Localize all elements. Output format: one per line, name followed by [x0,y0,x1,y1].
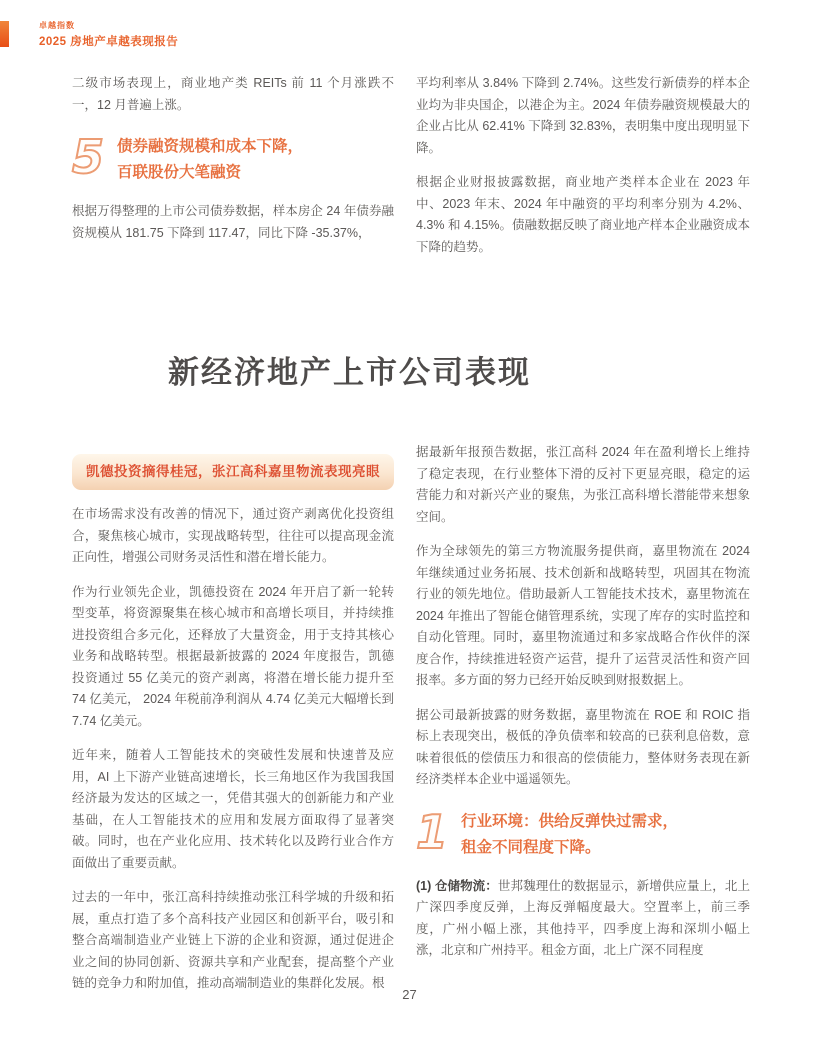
warehouse-logistics-label: (1) 仓储物流： [416,878,498,893]
point-1-heading [416,804,750,861]
paragraph-disclosure-data: 根据企业财报披露数据，商业地产类样本企业在 2023 年中、2023 年末、2024 年中融资的平均利率分别为 4.2%、4.3% 和 4.15%。债融数据反映了商业地产样本企业融资成本下降的趋势。 [416,175,750,254]
paragraph-bond-data: 根据万得整理的上市公司债券数据，样本房企 24 年债券融资规模从 181.75 下降到 117.47，同比下降 -35.37%， [72,204,394,240]
page-number: 27 [402,987,417,1002]
paragraph-ai-growth: 近年来，随着人工智能技术的突破性发展和快速普及应用，AI 上下游产业链高速增长，长三角地区作为我国我国经济最为发达的区域之一，凭借其强大的创新能力和产业基础，在人工智能技术的应用和发展方面取得了显著突破。同时，也在产业化应用、技术转化以及跨行业合作方面做出了重要贡献。 [72,748,394,870]
new-economy-section-columns [72,440,750,1008]
page-header [39,20,178,49]
brand-title: 2025 房地产卓越表现报告 [39,36,179,48]
point-5-numeral: 5 [72,130,105,184]
highlight-banner: 凯德投资摘得桂冠，张江高科嘉里物流表现亮眼 [72,454,394,490]
paragraph-zhangjiang-city: 过去的一年中，张江高科持续推动张江科学城的升级和拓展，重点打造了多个高科技产业园区和创新平台，吸引和整合高端制造业产业链上下游的企业和资源，通过促进企业之间的协同创新、资源共享和产业配套，提高整个产业链的竞争力和附加值，推动高端制造业的集群化发展。根 [72,890,394,990]
point-5-title-line2: 百联股份大笔融资 [117,164,242,181]
commercial-section-columns [72,73,750,271]
section-title-new-economy: 新经济地产上市公司表现 [168,355,531,390]
commercial-left-column [72,73,394,271]
paragraph-kerry-finance: 据公司最新披露的财务数据，嘉里物流在 ROE 和 ROIC 指标上表现突出，极低的净负债率和较高的已获利息倍数，意味着很低的偿债压力和很高的偿债能力，整体财务表现在新经济类样本企业中遥遥领先。 [416,707,750,786]
brand-tagline: 卓越指数 [39,21,75,30]
point-5-title-line1: 债券融资规模和成本下降， [117,138,304,155]
point-1-numeral: 1 [416,804,449,859]
point-1-title-line1: 行业环境：供给反弹快过需求， [461,812,679,830]
paragraph-kerry-logistics: 作为全球领先的第三方物流服务提供商，嘉里物流在 2024 年继续通过业务拓展、技术创新和战略转型，巩固其在物流行业的领先地位。借助最新人工智能技术技术，嘉里物流在 2024 年推出了智能仓储管理系统，实现了库存的实时监控和自动化管理。同时，嘉里物流通过和多家战略合作伙伴的深度合作，持续推进轻资产运营，提升了运营灵活性和资产回报率。多方面的努力已经开始反映到财报数据上。 [416,544,750,687]
warehouse-logistics-text: 世邦魏理仕的数据显示，新增供应量上，北上广深四季度反弹，上海反弹幅度最大。空置率上，前三季度，广州小幅上涨，其他持平，四季度上海和深圳小幅上涨，北京和广州持平。租金方面，北上广深不同程度 [416,878,750,957]
paragraph-market-demand: 在市场需求没有改善的情况下，通过资产剥离优化投资组合，聚焦核心城市，实现战略转型，往往可以提高现金流正向性，增强公司财务灵活性和潜在增长能力。 [72,507,394,564]
paragraph-average-rate: 平均利率从 3.84% 下降到 2.74%。这些发行新债券的样本企业均为非央国企，以港企为主。2024 年债券融资规模最大的企业占比从 62.41% 下降到 32.83%，表明集中度出现明显下降。 [416,76,750,155]
paragraph-capitaland: 作为行业领先企业，凯德投资在 2024 年开启了新一轮转型变革，将资源聚集在核心城市和高增长项目，并持续推进投资组合多元化，还释放了大量资金，用于支持其核心业务和战略转型。根据最新披露的 2024 年度报告，凯德投资通过 55 亿美元的资产剥离，将潜在增长能力提升至 74 亿美元， 2024 年税前净利润从 4.74 亿美元大幅增长到 7.74 亿美元。 [72,584,394,728]
new-economy-right-column [416,440,750,1008]
point-1-title-line2: 租金不同程度下降。 [461,838,601,856]
new-economy-left-column [72,440,394,1008]
paragraph-zhangjiang-profit: 据最新年报预告数据，张江高科 2024 年在盈利增长上维持了稳定表现，在行业整体下滑的反衬下更显亮眼，稳定的运营能力和对新兴产业的聚焦，为张江高科增长潜能带来想象空间。 [416,445,750,524]
point-5-title [117,132,303,186]
paragraph-warehouse-logistics [416,876,750,962]
brand-bar [0,21,9,47]
point-1-title [461,807,678,861]
point-5-heading [72,132,394,186]
commercial-right-column [416,73,750,271]
paragraph-secondary-market: 二级市场表现上，商业地产类 REITs 前 11 个月涨跌不一，12 月普遍上涨。 [72,76,394,112]
